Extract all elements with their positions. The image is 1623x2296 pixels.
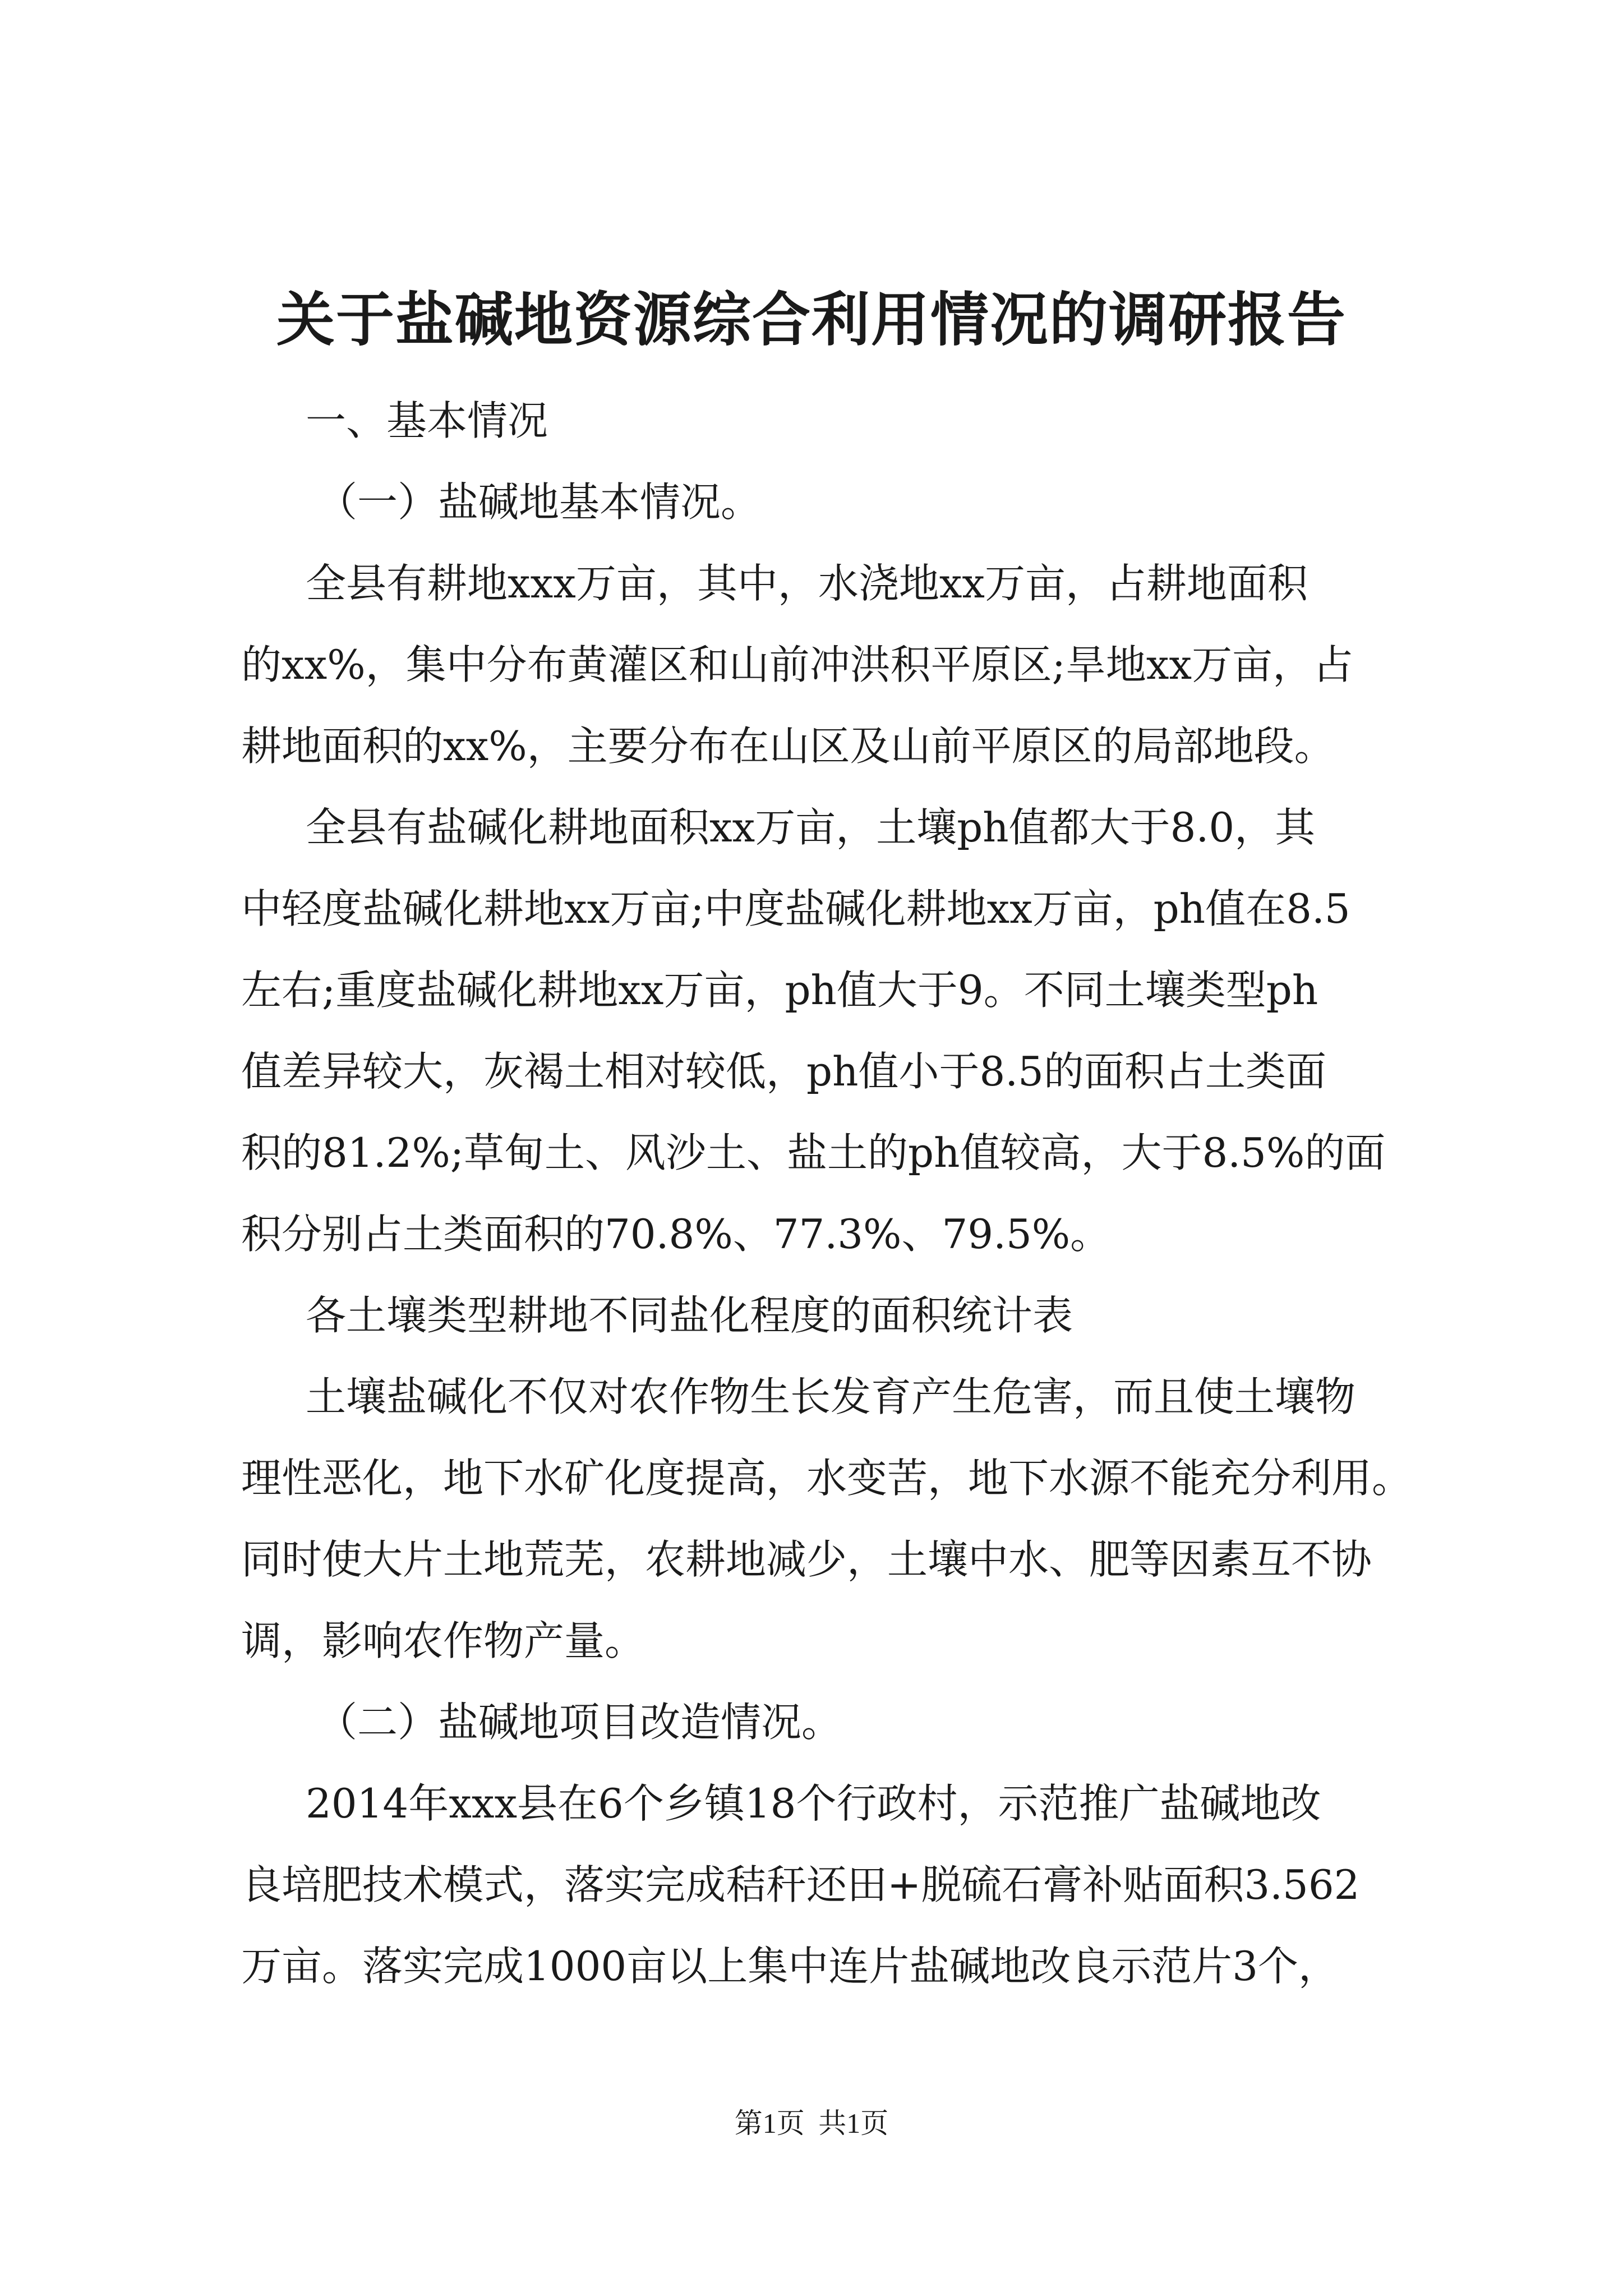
paragraph-line: 耕地面积的xx%，主要分布在山区及山前平原区的局部地段。: [241, 723, 1335, 770]
paragraph-line: 土壤盐碱化不仅对农作物生长发育产生危害，而且使土壤物: [306, 1373, 1356, 1420]
paragraph-line: 调，影响农作物产量。: [241, 1617, 645, 1664]
page-total: 共1页: [818, 2108, 889, 2139]
paragraph-line: 理性恶化，地下水矿化度提高，水变苦，地下水源不能充分利用。: [241, 1455, 1413, 1502]
paragraph-line: 良培肥技术模式，落实完成秸秆还田+脱硫石膏补贴面积3.562: [241, 1861, 1360, 1908]
page-number: 第1页: [734, 2108, 805, 2139]
paragraph-line: 中轻度盐碱化耕地xx万亩;中度盐碱化耕地xx万亩，ph值在8.5: [241, 885, 1350, 932]
paragraph-line: 同时使大片土地荒芜，农耕地减少，土壤中水、肥等因素互不协: [241, 1536, 1372, 1583]
section-heading-basic: 一、基本情况: [306, 397, 548, 444]
table-caption: 各土壤类型耕地不同盐化程度的面积统计表: [306, 1292, 1073, 1339]
paragraph-line: 左右;重度盐碱化耕地xx万亩，ph值大于9。不同土壤类型ph: [241, 967, 1318, 1014]
paragraph-line: 万亩。落实完成1000亩以上集中连片盐碱地改良示范片3个，: [241, 1943, 1339, 1990]
paragraph-line: 的xx%，集中分布黄灌区和山前冲洪积平原区;旱地xx万亩，占: [241, 641, 1354, 688]
paragraph-line: 全县有耕地xxx万亩，其中，水浇地xx万亩，占耕地面积: [306, 560, 1308, 607]
paragraph-line: 积的81.2%;草甸土、风沙土、盐土的ph值较高，大于8.5%的面: [241, 1129, 1386, 1176]
document-title: 关于盐碱地资源综合利用情况的调研报告: [276, 285, 1347, 354]
page-footer: [0, 2106, 1623, 2140]
paragraph-line: 积分别占土类面积的70.8%、77.3%、79.5%。: [241, 1211, 1111, 1258]
paragraph-line: 值差异较大，灰褐土相对较低，ph值小于8.5的面积占土类面: [241, 1048, 1326, 1095]
subsection-heading-2: （二）盐碱地项目改造情况。: [317, 1699, 842, 1746]
paragraph-line: 全县有盐碱化耕地面积xx万亩，土壤ph值都大于8.0，其: [306, 804, 1316, 851]
paragraph-line: 2014年xxx县在6个乡镇18个行政村，示范推广盐碱地改: [306, 1780, 1321, 1827]
subsection-heading-1: （一）盐碱地基本情况。: [317, 478, 762, 526]
